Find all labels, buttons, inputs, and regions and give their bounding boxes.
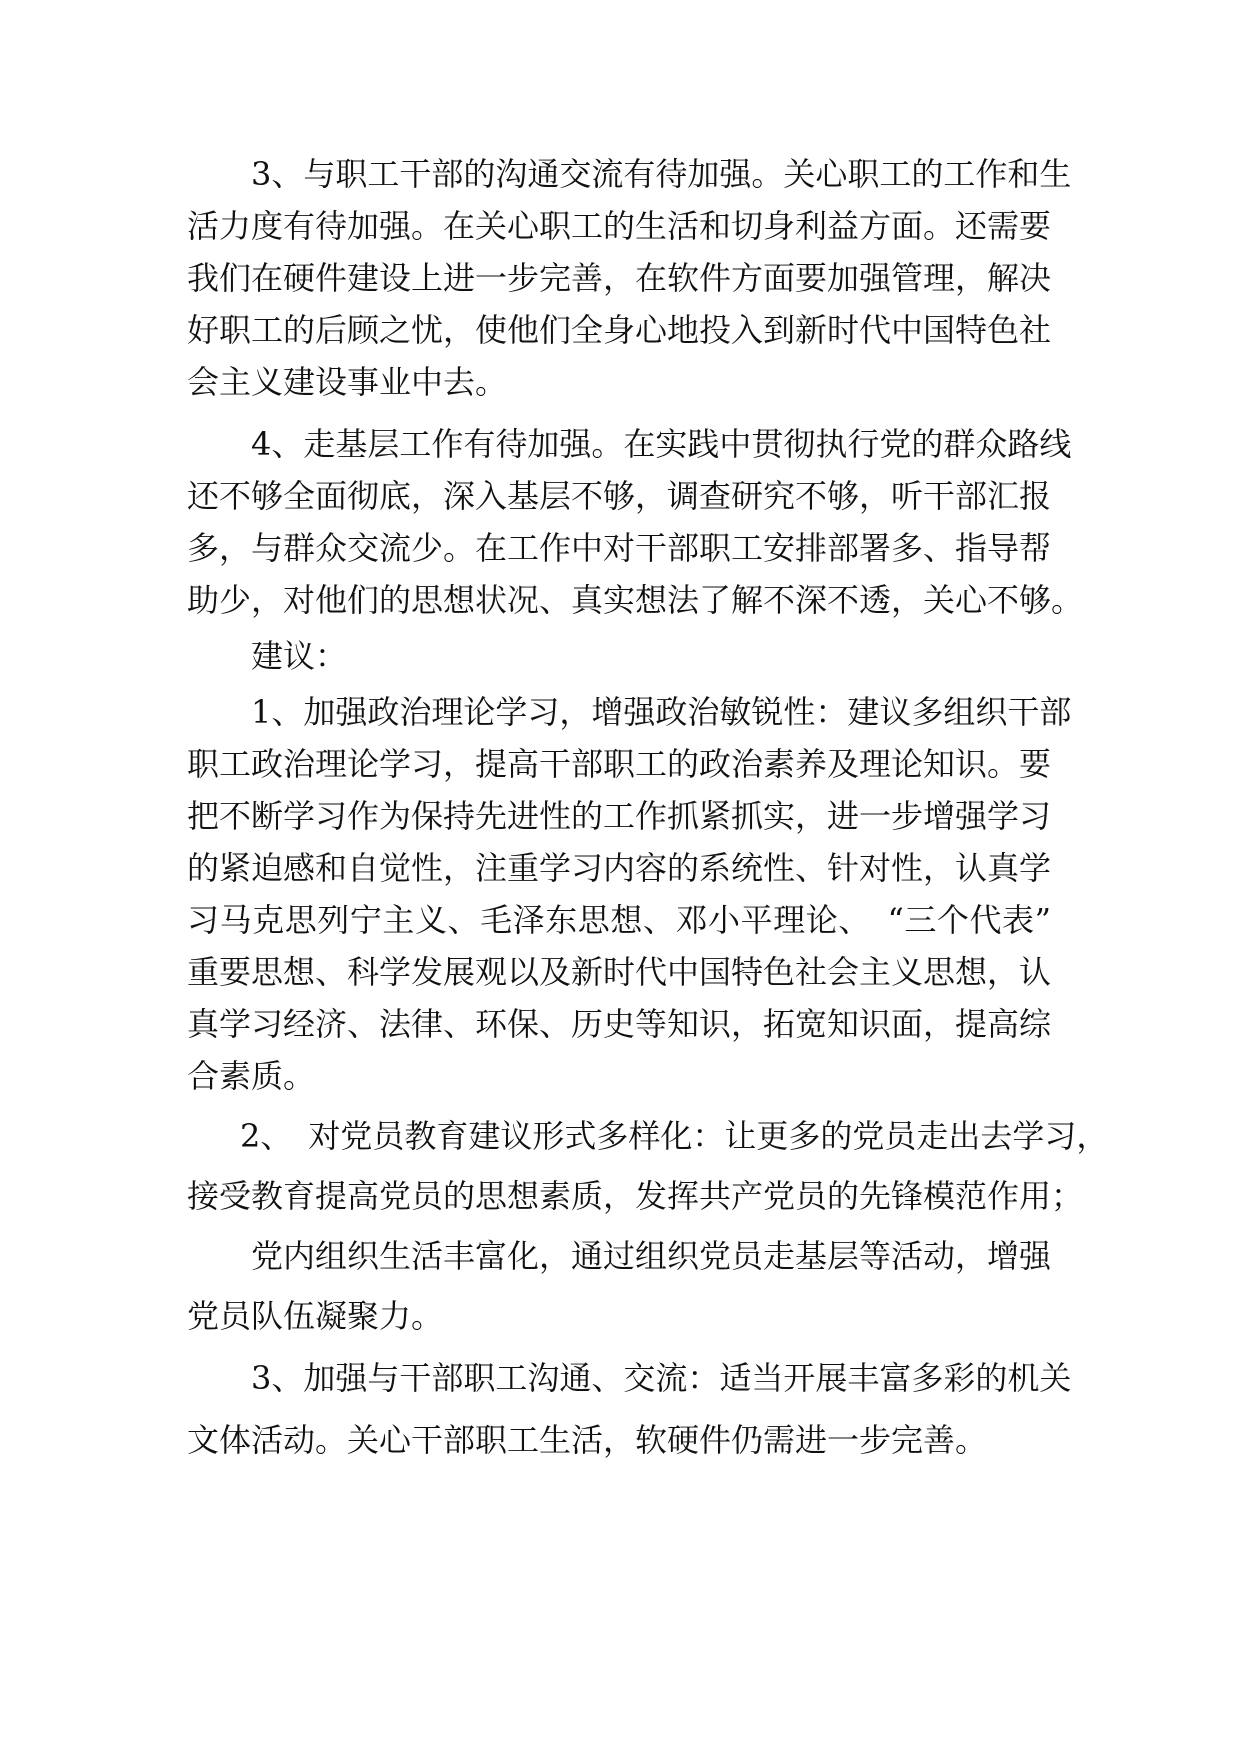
paragraph-line: 文体活动。关心干部职工生活，软硬件仍需进一步完善。 (187, 1421, 988, 1459)
paragraph-line: 党内组织生活丰富化，通过组织党员走基层等活动，增强 (251, 1237, 1052, 1275)
paragraph-line: 重要思想、科学发展观以及新时代中国特色社会主义思想，认 (187, 953, 1052, 991)
paragraph-line: 习马克思列宁主义、毛泽东思想、邓小平理论、 “三个代表” (187, 901, 1051, 939)
paragraph-line: 接受教育提高党员的思想素质，发挥共产党员的先锋模范作用； (187, 1177, 1084, 1215)
paragraph-line: 4、走基层工作有待加强。在实践中贯彻执行党的群众路线 (251, 425, 1072, 463)
paragraph-line: 职工政治理论学习，提高干部职工的政治素养及理论知识。要 (187, 745, 1052, 783)
paragraph-line: 好职工的后顾之忧，使他们全身心地投入到新时代中国特色社 (187, 311, 1052, 349)
paragraph-line: 3、加强与干部职工沟通、交流：适当开展丰富多彩的机关 (251, 1359, 1072, 1397)
paragraph-line: 的紧迫感和自觉性，注重学习内容的系统性、针对性，认真学 (187, 849, 1052, 887)
paragraph-line: 合素质。 (187, 1057, 316, 1095)
paragraph-line: 2、 对党员教育建议形式多样化：让更多的党员走出去学习， (240, 1117, 1109, 1155)
paragraph-line: 活力度有待加强。在关心职工的生活和切身利益方面。还需要 (187, 207, 1052, 245)
paragraph-line: 助少，对他们的思想状况、真实想法了解不深不透，关心不够。 (187, 581, 1084, 619)
paragraph-line: 真学习经济、法律、环保、历史等知识，拓宽知识面，提高综 (187, 1005, 1052, 1043)
section-heading: 建议： (251, 637, 348, 675)
paragraph-line: 把不断学习作为保持先进性的工作抓紧抓实，进一步增强学习 (187, 797, 1052, 835)
paragraph-line: 党员队伍凝聚力。 (187, 1297, 444, 1335)
paragraph-line: 会主义建设事业中去。 (187, 363, 508, 401)
paragraph-line: 1、加强政治理论学习，增强政治敏锐性：建议多组织干部 (251, 693, 1072, 731)
paragraph-line: 我们在硬件建设上进一步完善，在软件方面要加强管理，解决 (187, 259, 1052, 297)
paragraph-line: 3、与职工干部的沟通交流有待加强。关心职工的工作和生 (251, 155, 1072, 193)
paragraph-line: 多，与群众交流少。在工作中对干部职工安排部署多、指导帮 (187, 529, 1052, 567)
paragraph-line: 还不够全面彻底，深入基层不够，调查研究不够，听干部汇报 (187, 477, 1052, 515)
